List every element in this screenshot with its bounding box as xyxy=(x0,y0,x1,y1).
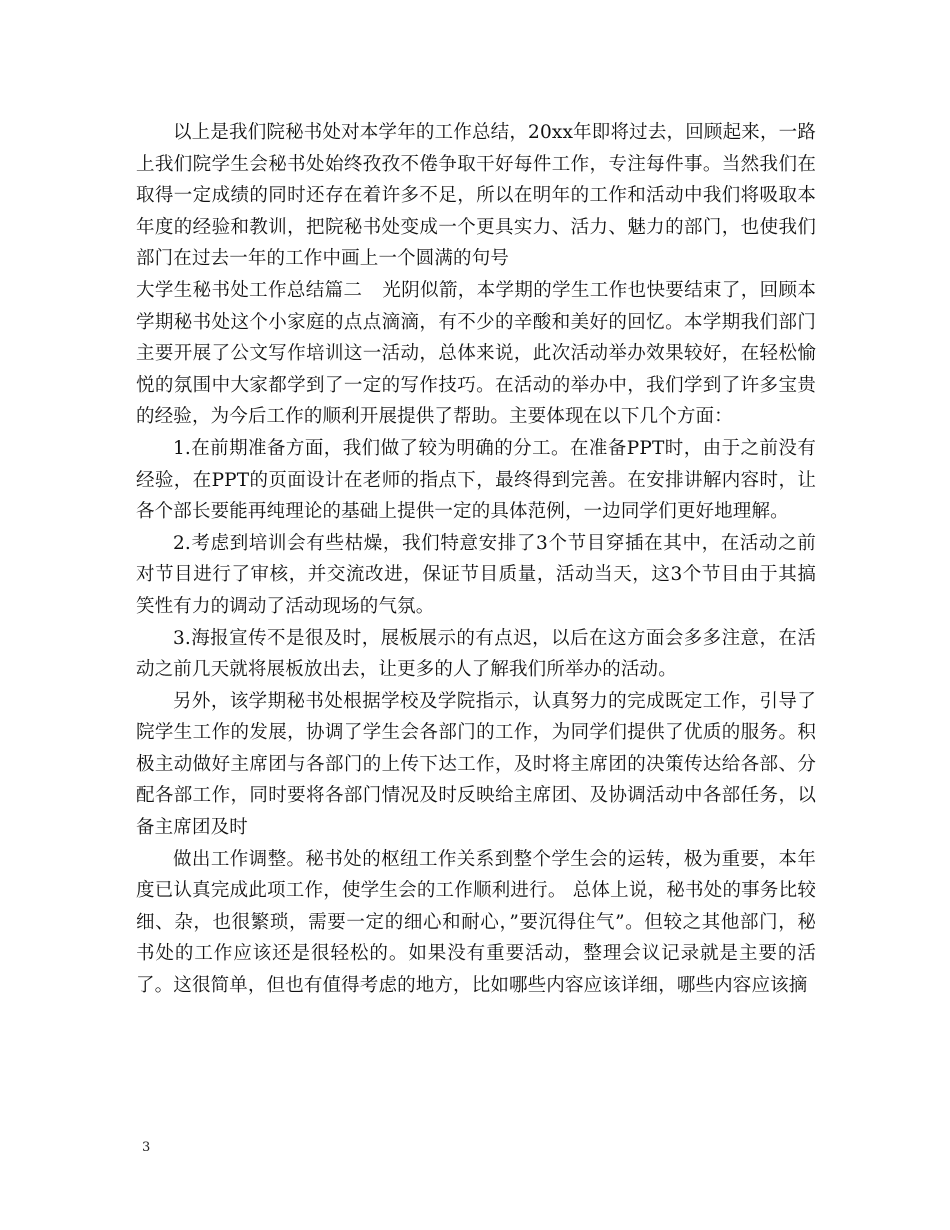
list-item-publicity: 3.海报宣传不是很及时，展板展示的有点迟，以后在这方面会多多注意，在活动之前几天就将展板放出去，让更多的人了解我们所举办的活动。 xyxy=(136,627,816,681)
document-body xyxy=(136,117,816,1002)
list-item-programs: 2.考虑到培训会有些枯燥，我们特意安排了3个节目穿插在其中，在活动之前对节目进行了审核，并交流改进，保证节目质量，活动当天，这3个节目由于其搞笑性有力的调动了活动现场的气氛。 xyxy=(136,532,816,617)
section-intro-text: 光阴似箭，本学期的学生工作也快要结束了，回顾本学期秘书处这个小家庭的点点滴滴，有不少的辛酸和美好的回忆。本学期我们部门主要开展了公文写作培训这一活动，总体来说，此次活动举办效果较好，在轻松愉悦的氛围中大家都学到了一定的写作技巧。在活动的举办中，我们学到了许多宝贵的经验，为今后工作的顺利开展提供了帮助。主要体现在以下几个方面： xyxy=(136,279,816,428)
section-title: 大学生秘书处工作总结篇二 xyxy=(136,279,363,301)
section-heading-paragraph xyxy=(136,275,816,433)
paragraph-summary-conclusion: 以上是我们院秘书处对本学年的工作总结，20xx年即将过去，回顾起来，一路上我们院学生会秘书处始终孜孜不倦争取干好每件工作，专注每件事。当然我们在取得一定成绩的同时还存在着许多不足，所以在明年的工作和活动中我们将吸取本年度的经验和教训，把院秘书处变成一个更具实力、活力、魅力的部门，也使我们部门在过去一年的工作中画上一个圆满的句号 xyxy=(136,122,816,270)
paragraph-other-work: 另外，该学期秘书处根据学校及学院指示，认真努力的完成既定工作，引导了院学生工作的发展，协调了学生会各部门的工作，为同学们提供了优质的服务。积极主动做好主席团与各部门的上传下达工作，及时将主席团的决策传达给各部、分配各部工作，同时要将各部门情况及时反映给主席团、及协调活动中各部任务，以备主席团及时 xyxy=(136,690,816,839)
paragraph-work-adjustment: 做出工作调整。秘书处的枢纽工作关系到整个学生会的运转，极为重要，本年度已认真完成此项工作，使学生会的工作顺利进行。 总体上说，秘书处的事务比较细、杂，也很繁琐，需要一定的细心和耐心，”要沉得住气”。但较之其他部门，秘书处的工作应该还是很轻松的。如果没有重要活动，整理会议记录就是主要的活了。这很简单，但也有值得考虑的地方，比如哪些内容应该详细，哪些内容应该摘 xyxy=(136,848,816,997)
page-number: 3 xyxy=(142,1140,151,1155)
list-item-preparation: 1.在前期准备方面，我们做了较为明确的分工。在准备PPT时，由于之前没有经验，在PPT的页面设计在老师的指点下，最终得到完善。在安排讲解内容时，让各个部长要能再纯理论的基础上提供一定的具体范例，一边同学们更好地理解。 xyxy=(136,437,816,523)
